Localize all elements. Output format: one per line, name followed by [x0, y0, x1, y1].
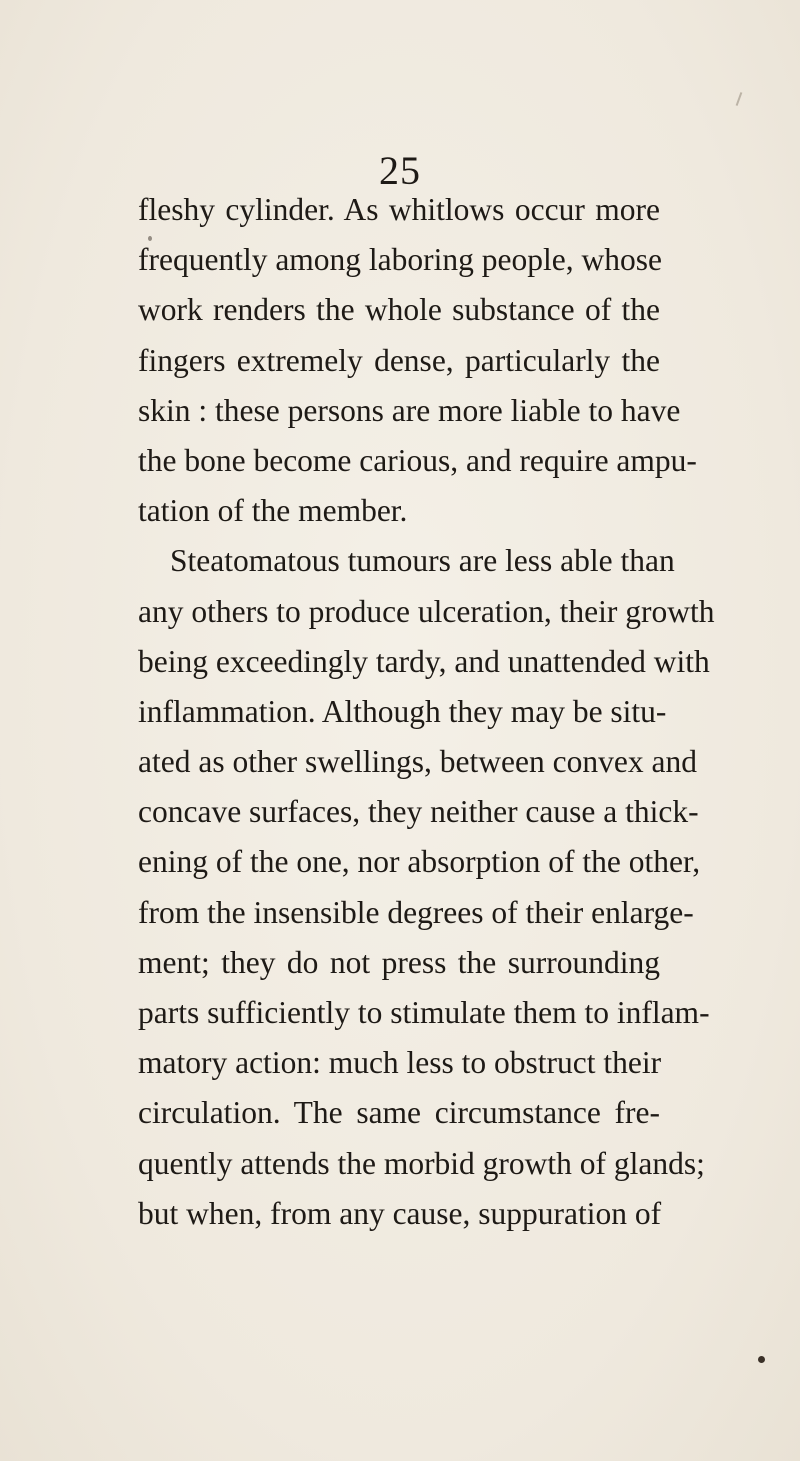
paper-mark — [736, 92, 743, 106]
text-line: the bone become carious, and require ampu- — [138, 442, 697, 478]
text-line: being exceedingly tardy, and unattended with — [138, 643, 710, 679]
paragraph-start-line: Steatomatous tumours are less able than — [170, 543, 675, 579]
text-line: frequently among laboring people, whose — [138, 242, 662, 278]
text-line: inflammation. Although they may be situ- — [138, 693, 667, 729]
text-line: work renders the whole substance of the — [138, 292, 660, 328]
text-line: ment; they do not press the surrounding — [138, 944, 660, 980]
text-line: fingers extremely dense, particularly the — [138, 342, 660, 378]
text-line: fleshy cylinder. As whitlows occur more — [138, 192, 660, 227]
ink-speck — [148, 236, 152, 241]
text-line: parts sufficiently to stimulate them to inflam- — [138, 995, 710, 1030]
text-line: any others to produce ulceration, their growth — [138, 593, 715, 629]
text-line: but when, from any cause, suppuration of — [138, 1195, 662, 1231]
text-line: matory action: much less to obstruct their — [138, 1045, 662, 1081]
page-number: 25 — [379, 148, 421, 193]
text-line: ated as other swellings, between convex and — [138, 744, 697, 780]
ink-speck — [758, 1356, 765, 1363]
text-line: concave surfaces, they neither cause a thick- — [138, 794, 699, 830]
text-line: quently attends the morbid growth of glands; — [138, 1145, 705, 1181]
body-text — [138, 185, 715, 1239]
text-line: from the insensible degrees of their enlarge- — [138, 894, 694, 930]
text-line: ening of the one, nor absorption of the other, — [138, 844, 701, 880]
text-line: circulation. The same circumstance fre- — [138, 1095, 660, 1131]
text-line: skin : these persons are more liable to have — [138, 392, 681, 428]
text-line: tation of the member. — [138, 493, 408, 529]
